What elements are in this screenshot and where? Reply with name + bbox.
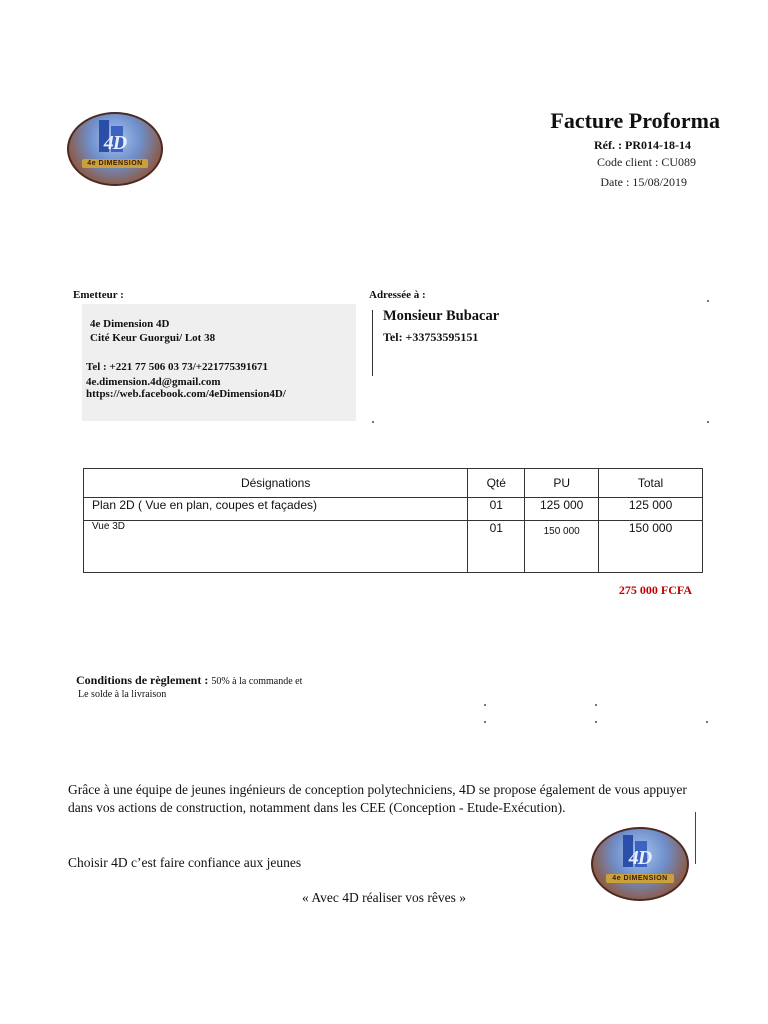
decorative-dot xyxy=(595,721,597,723)
cell-total: 150 000 xyxy=(599,521,703,573)
decorative-rule xyxy=(695,812,696,864)
header-designations: Désignations xyxy=(84,469,468,498)
invoice-reference: Réf. : PR014-18-14 xyxy=(594,138,691,152)
client-code: Code client : CU089 xyxy=(597,155,696,169)
cell-unit-price: 150 000 xyxy=(525,521,599,573)
decorative-dot xyxy=(595,704,597,706)
payment-label: Conditions de règlement : xyxy=(76,673,209,687)
table-header-row xyxy=(84,469,703,498)
invoice-date: Date : 15/08/2019 xyxy=(600,175,687,189)
slogan: « Avec 4D réaliser vos rêves » xyxy=(302,890,466,905)
recipient-label: Adressée à : xyxy=(369,289,426,301)
document-title: Facture Proforma xyxy=(550,108,720,133)
cell-unit-price: 125 000 xyxy=(525,498,599,521)
issuer-label: Emetteur : xyxy=(73,289,124,301)
company-logo xyxy=(67,112,163,186)
payment-conditions xyxy=(76,673,302,688)
cell-designation: Plan 2D ( Vue en plan, coupes et façades) xyxy=(84,498,468,521)
cell-designation: Vue 3D xyxy=(84,521,468,573)
issuer-name: 4e Dimension 4D xyxy=(90,318,170,330)
items-table xyxy=(83,468,703,573)
cell-total: 125 000 xyxy=(599,498,703,521)
recipient-name: Monsieur Bubacar xyxy=(383,308,500,324)
payment-line2: Le solde à la livraison xyxy=(78,689,167,700)
decorative-dot xyxy=(484,721,486,723)
cell-qty: 01 xyxy=(468,498,525,521)
cell-qty: 01 xyxy=(468,521,525,573)
header-unit-price: PU xyxy=(525,469,599,498)
header-qty: Qté xyxy=(468,469,525,498)
decorative-dot xyxy=(707,300,709,302)
decorative-dot xyxy=(484,704,486,706)
recipient-phone: Tel: +33753595151 xyxy=(383,330,479,344)
issuer-address: Cité Keur Guorgui/ Lot 38 xyxy=(90,332,216,344)
logo-mark: 4D xyxy=(103,132,127,154)
logo-band: 4e DIMENSION xyxy=(606,874,674,883)
decorative-dot xyxy=(707,421,709,423)
payment-line1: 50% à la commande et xyxy=(211,676,303,687)
decorative-dot xyxy=(372,421,374,423)
table-row xyxy=(84,521,703,573)
logo-band: 4e DIMENSION xyxy=(82,159,148,168)
header-total: Total xyxy=(599,469,703,498)
grand-total: 275 000 FCFA xyxy=(618,583,692,597)
recipient-rule xyxy=(372,310,373,376)
company-tagline: Choisir 4D c’est faire confiance aux jeunes xyxy=(68,855,302,870)
issuer-facebook: https://web.facebook.com/4eDimension4D/ xyxy=(86,388,286,400)
table-row xyxy=(84,498,703,521)
issuer-phone: Tel : +221 77 506 03 73/+221775391671 xyxy=(86,361,269,373)
company-description: Grâce à une équipe de jeunes ingénieurs de conception polytechniciens, 4D se propose également de vous appuyer dans vos actions de construction, notamment dans les CEE (Conception - Etude-Exécution). xyxy=(68,782,687,815)
logo-mark: 4D xyxy=(628,847,652,869)
issuer-email: 4e.dimension.4d@gmail.com xyxy=(86,376,221,388)
decorative-dot xyxy=(706,721,708,723)
